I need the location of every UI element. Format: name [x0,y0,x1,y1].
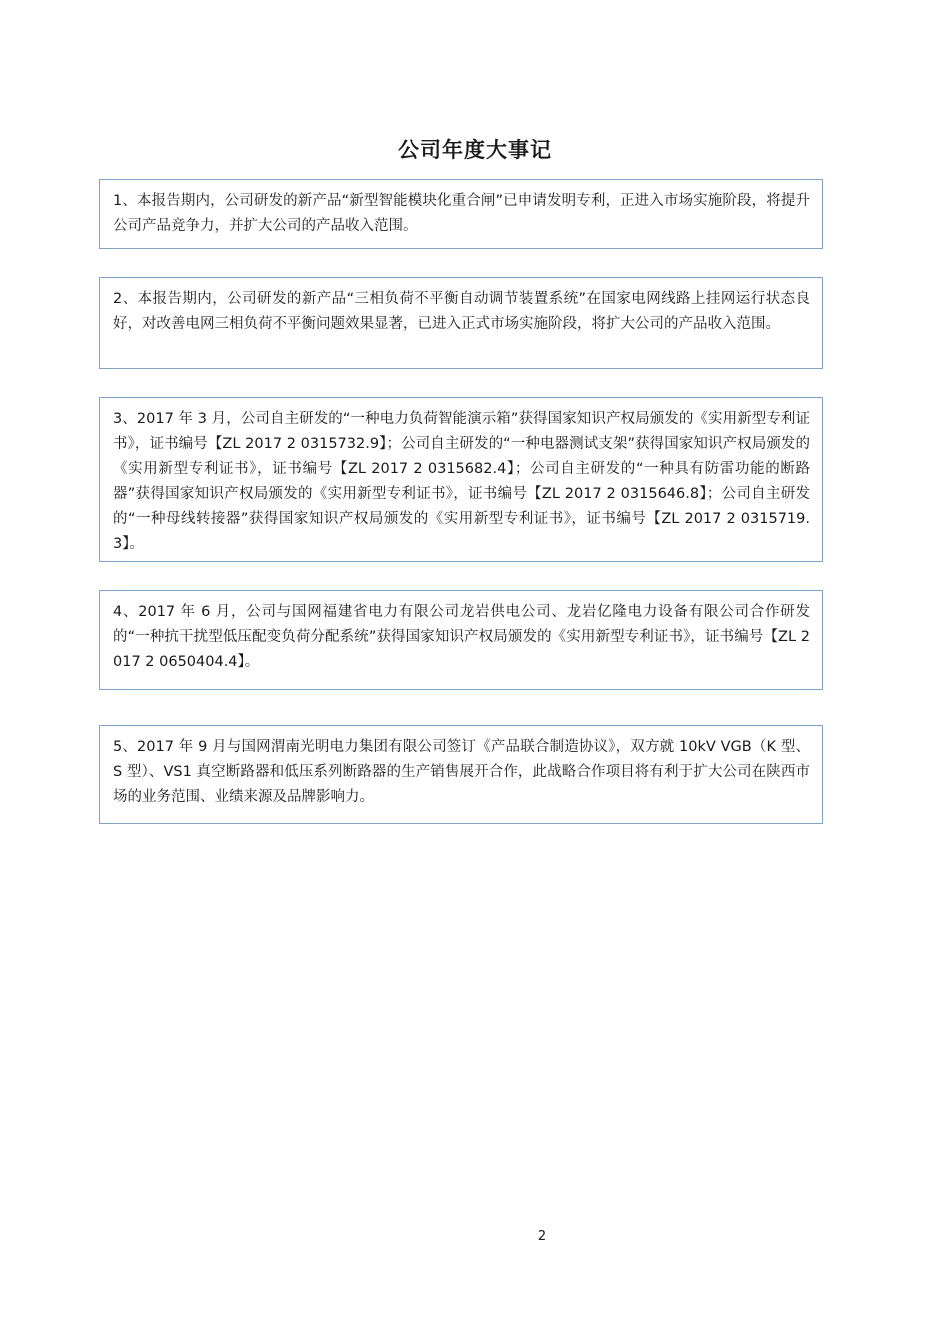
page-number: 2 [537,1229,547,1244]
event-box-2 [99,277,823,369]
event-text-5: 5、2017 年 9 月与国网渭南光明电力集团有限公司签订《产品联合制造协议》，双方就 10kV VGB（K 型、S 型）、VS1 真空断路器和低压系列断路器的生产销售展开合作，此战略合作项目将有利于扩大公司在陕西市场的业务范围、业绩来源及品牌影响力。 [113,739,810,805]
event-box-4 [99,590,823,690]
event-text-4: 4、2017 年 6 月，公司与国网福建省电力有限公司龙岩供电公司、龙岩亿隆电力设备有限公司合作研发的“一种抗干扰型低压配变负荷分配系统”获得国家知识产权局颁发的《实用新型专利证书》，证书编号【ZL 2017 2 0650404.4】。 [113,604,810,670]
page-title: 公司年度大事记 [398,138,552,162]
event-box-5 [99,725,823,824]
event-text-2: 2、本报告期内，公司研发的新产品“三相负荷不平衡自动调节装置系统”在国家电网线路上挂网运行状态良好，对改善电网三相负荷不平衡问题效果显著，已进入正式市场实施阶段，将扩大公司的产品收入范围。 [113,291,810,332]
event-box-3 [99,397,823,562]
event-text-1: 1、本报告期内，公司研发的新产品“新型智能模块化重合闸”已申请发明专利，正进入市场实施阶段，将提升公司产品竞争力，并扩大公司的产品收入范围。 [113,193,810,234]
event-box-1 [99,179,823,249]
event-text-3: 3、2017 年 3 月，公司自主研发的“一种电力负荷智能演示箱”获得国家知识产权局颁发的《实用新型专利证书》，证书编号【ZL 2017 2 0315732.9】；公司自主研发的“一种电器测试支架”获得国家知识产权局颁发的《实用新型专利证书》，证书编号【ZL 2017 2 0315682.4】；公司自主研发的“一种具有防雷功能的断路器”获得国家知识产权局颁发的《实用新型专利证书》，证书编号【ZL 2017 2 0315646.8】；公司自主研发的“一种母线转接器”获得国家知识产权局颁发的《实用新型专利证书》，证书编号【ZL 2017 2 0315719.3】。 [113,411,810,552]
